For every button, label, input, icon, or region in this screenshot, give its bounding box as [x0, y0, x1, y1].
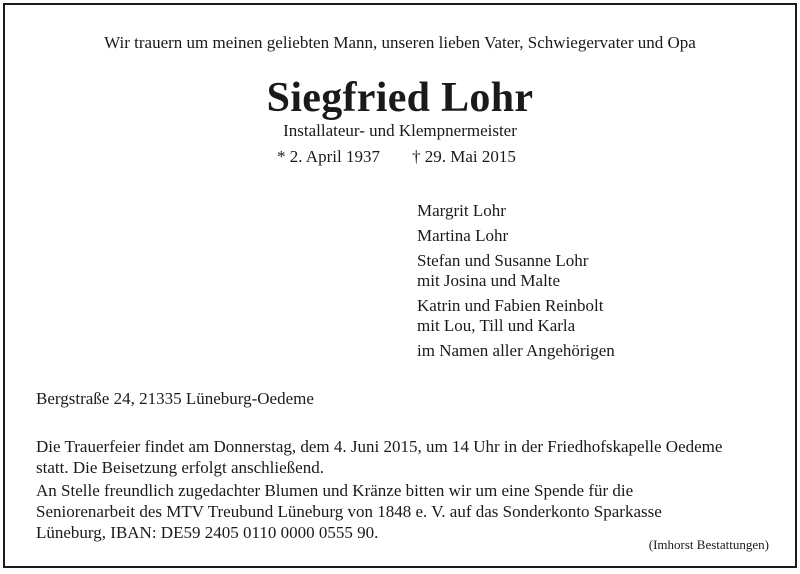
family-entry — [417, 296, 615, 336]
ceremony-line: statt. Die Beisetzung erfolgt anschließend. — [36, 458, 324, 477]
ceremony-line: Die Trauerfeier findet am Donnerstag, dem 4. Juni 2015, um 14 Uhr in der Friedhofskapelle Oedeme — [36, 437, 723, 456]
donation-line: Lüneburg, IBAN: DE59 2405 0110 0000 0555 90. — [36, 523, 379, 542]
deceased-name: Siegfried Lohr — [266, 75, 534, 121]
birth-date: * 2. April 1937 — [277, 147, 380, 166]
donation-line: Seniorenarbeit des MTV Treubund Lüneburg von 1848 e. V. auf das Sonderkonto Sparkasse — [36, 502, 662, 521]
funeral-home-credit: (Imhorst Bestattungen) — [648, 537, 769, 552]
family-line: Margrit Lohr — [417, 201, 506, 220]
donation-paragraph — [36, 480, 776, 543]
address: Bergstraße 24, 21335 Lüneburg-Oedeme — [36, 389, 314, 408]
profession: Installateur- und Klempnermeister — [283, 121, 517, 140]
family-line: mit Lou, Till und Karla — [417, 316, 576, 335]
ceremony-paragraph — [36, 436, 776, 478]
family-entry — [417, 201, 615, 221]
family-entry — [417, 226, 615, 246]
death-date: † 29. Mai 2015 — [412, 147, 516, 166]
family-line: Stefan und Susanne Lohr — [417, 251, 589, 270]
family-list — [417, 201, 615, 366]
donation-line: An Stelle freundlich zugedachter Blumen und Kränze bitten wir um eine Spende für die — [36, 481, 634, 500]
family-line: mit Josina und Malte — [417, 271, 561, 290]
intro-text: Wir trauern um meinen geliebten Mann, unseren lieben Vater, Schwiegervater und Opa — [104, 33, 696, 52]
family-entry — [417, 251, 615, 291]
family-line: Katrin und Fabien Reinbolt — [417, 296, 604, 315]
family-entry — [417, 341, 615, 361]
obituary-notice — [3, 3, 797, 568]
family-line: Martina Lohr — [417, 226, 509, 245]
family-line: im Namen aller Angehörigen — [417, 341, 615, 360]
